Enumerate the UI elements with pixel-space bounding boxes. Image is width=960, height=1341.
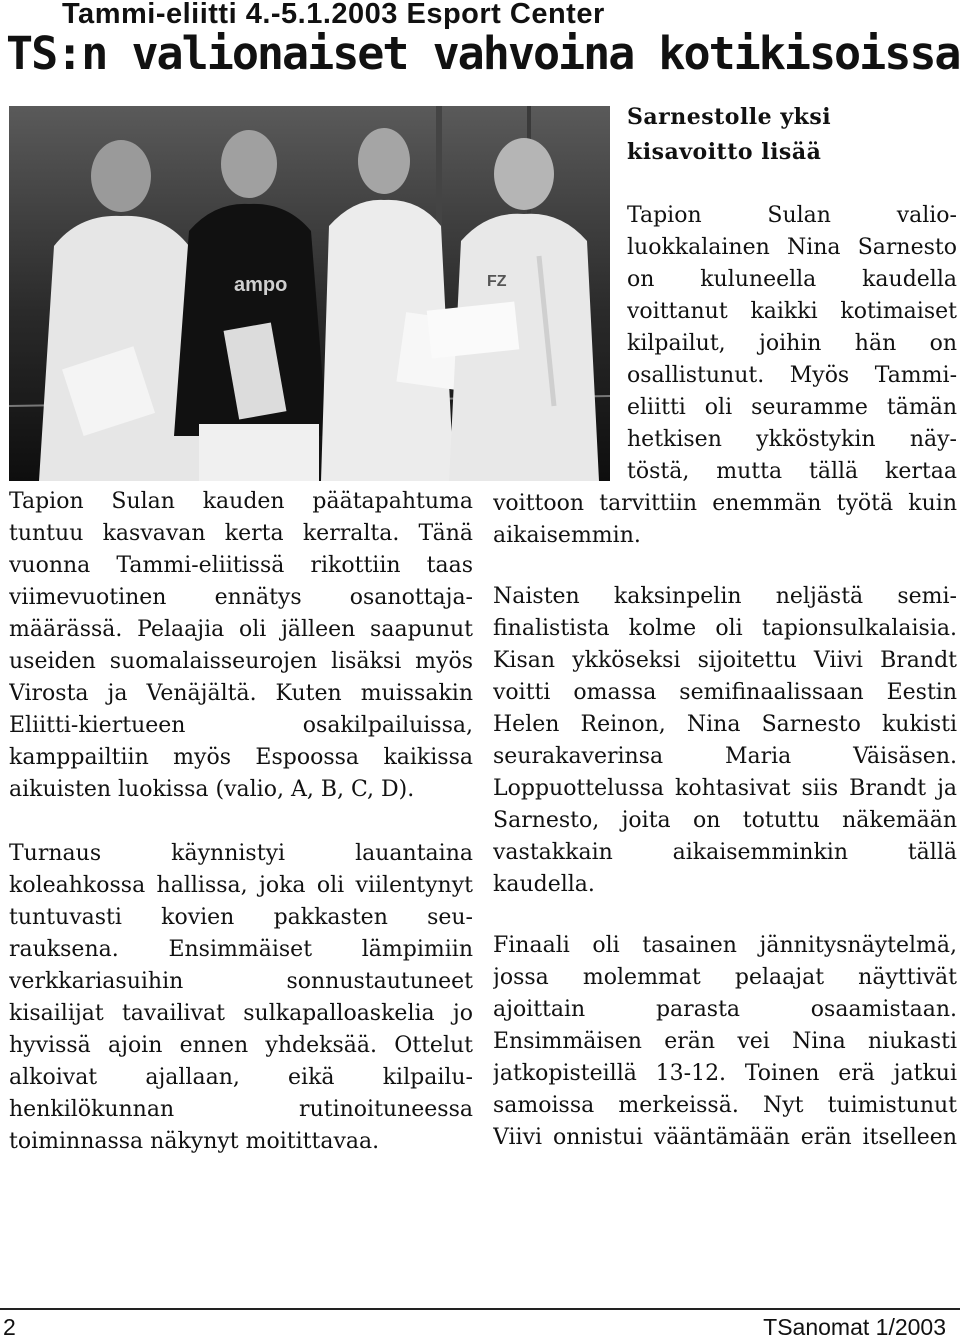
right-column-paragraph-3 [493, 930, 957, 1154]
text-line: voittoon tarvittiin enemmän työtä kuin [493, 491, 957, 516]
text-line: kaudella. [493, 872, 595, 897]
text-line: eliitti oli seuramme tämän [627, 395, 957, 420]
text-line: Finaali oli tasainen jännitysnäytelmä, [493, 933, 957, 958]
text-line: Tapion Sulan valio- [627, 203, 957, 228]
text-line: Naisten kaksinpelin neljästä semi- [493, 584, 957, 609]
text-line: voitti omassa semifinaalissaan Eestin [493, 680, 957, 705]
text-line: Ensimmäisen erän vei Nina niukasti [493, 1029, 957, 1054]
text-line: jossa molemmat pelaajat näyttivät [493, 965, 957, 990]
right-column-intro [627, 200, 957, 488]
article-headline: TS:n valionaiset vahvoina kotikisoissa [6, 27, 960, 80]
subhead-line: kisavoitto lisää [627, 139, 822, 165]
text-line: Turnaus käynnistyi lauantaina [9, 841, 473, 866]
footer-rule [0, 1308, 960, 1310]
text-line: Kisan ykköseksi sijoitettu Viivi Brandt [493, 648, 957, 673]
text-line: Eliitti-kiertueen osakilpailuissa, [9, 713, 473, 738]
text-line: luokkalainen Nina Sarnesto [627, 235, 957, 260]
subhead-line: Sarnestolle yksi [627, 104, 832, 130]
text-line: töstä, mutta tällä kertaa [627, 459, 957, 484]
right-column-intro-wide [493, 488, 957, 552]
text-line: henkilökunnan rutinoituneessa [9, 1097, 473, 1122]
right-column-paragraph-2 [493, 581, 957, 901]
text-line: tuntuvasti kovien pakkasten seu- [9, 905, 473, 930]
text-line: tuntuu kasvavan kerta kerralta. Tänä [9, 521, 473, 546]
text-line: ajoittain parasta osaamistaan. [493, 997, 957, 1022]
text-line: Tapion Sulan kauden päätapahtuma [9, 489, 473, 514]
page-number: 2 [3, 1314, 16, 1340]
text-line: hyvissä ajoin ennen yhdeksää. Ottelut [9, 1033, 473, 1058]
text-line: Sarnesto, joita on totuttu näkemään [493, 808, 957, 833]
text-line: toiminnassa näkynyt moitittavaa. [9, 1129, 380, 1154]
publication-issue: TSanomat 1/2003 [763, 1314, 946, 1340]
text-line: kamppailtiin myös Espoossa kaikissa [9, 745, 473, 770]
text-line: seurakaverinsa Maria Väisäsen. [493, 744, 957, 769]
text-line: määrässä. Pelaajia oli jälleen saapunut [9, 617, 473, 642]
text-line: aikuisten luokissa (valio, A, B, C, D). [9, 777, 415, 802]
text-line: Viivi onnistui vääntämään erän itselleen [493, 1125, 957, 1150]
text-line: aikaisemmin. [493, 523, 641, 548]
text-line: voittanut kaikki kotimaiset [627, 299, 957, 324]
text-line: vastakkain aikaisemminkin tällä [493, 840, 957, 865]
text-line: jatkopisteillä 13-12. Toinen erä jatkui [493, 1061, 957, 1086]
text-line: osallistunut. Myös Tammi- [627, 363, 957, 388]
text-line: finalistista kolme oli tapionsulkalaisia. [493, 616, 957, 641]
shirt-brand-text: FZ [487, 273, 507, 290]
text-line: koleahkossa hallissa, joka oli viilentynyt [9, 873, 473, 898]
shirt-logo-text: ampo [234, 274, 288, 296]
text-line: hetkisen ykköstykin näy- [627, 427, 957, 452]
text-line: Loppuottelussa kohtasivat siis Brandt ja [493, 776, 957, 801]
text-line: samoissa merkeissä. Nyt tuimistunut [493, 1093, 957, 1118]
text-line: rauksena. Ensimmäiset lämpimiin [9, 937, 473, 962]
left-column-paragraph-1 [9, 486, 473, 806]
text-line: viimevuotinen ennätys osanottaja- [9, 585, 473, 610]
text-line: useiden suomalaisseurojen lisäksi myös [9, 649, 473, 674]
section-subhead [627, 100, 831, 170]
text-line: on kuluneella kaudella [627, 267, 957, 292]
text-line: Virosta ja Venäjältä. Kuten muissakin [9, 681, 473, 706]
text-line: verkkariasuihin sonnustautuneet [9, 969, 473, 994]
article-photo [9, 106, 610, 481]
text-line: kisailijat tavailivat sulkapalloaskelia jo [9, 1001, 473, 1026]
text-line: kilpailut, joihin hän on [627, 331, 957, 356]
kicker-event-line: Tammi-eliitti 4.-5.1.2003 Esport Center [62, 0, 605, 30]
left-column-paragraph-2 [9, 838, 473, 1158]
text-line: vuonna Tammi-eliitissä rikottiin taas [9, 553, 473, 578]
text-line: alkoivat ajallaan, eikä kilpailu- [9, 1065, 473, 1090]
text-line: Helen Reinon, Nina Sarnesto kukisti [493, 712, 957, 737]
